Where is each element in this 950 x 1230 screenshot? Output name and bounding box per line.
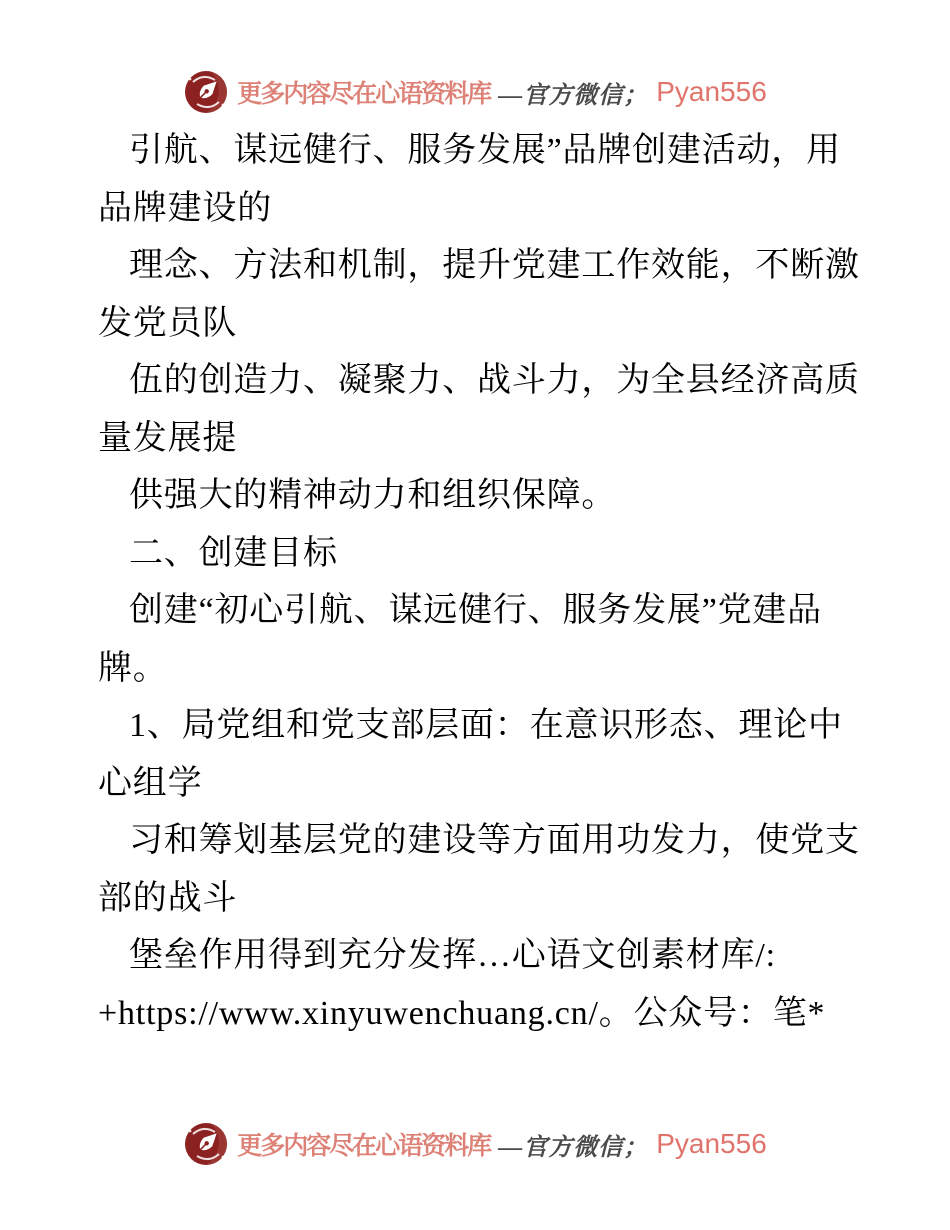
watermark-wechat-label: —官方微信； (498, 1134, 649, 1161)
pen-nib-logo-icon (183, 69, 229, 115)
document-line: 引航、谋远健行、服务发展”品牌创建活动，用 (129, 132, 841, 169)
document-line: 二、创建目标 (129, 534, 338, 572)
document-line: 1、局党组和党支部层面：在意识形态、理论中 (129, 707, 843, 744)
document-body (98, 122, 868, 1042)
document-line: 心组学 (98, 764, 203, 802)
document-line: 供强大的精神动力和组织保障。 (129, 477, 617, 514)
watermark-brand-text: 更多内容尽在心语资料库 (237, 1133, 491, 1160)
header-watermark (0, 64, 950, 120)
document-line: 量发展提 (98, 419, 238, 457)
watermark-wechat-id: Pyan556 (656, 1128, 767, 1159)
document-line: 发党员队 (98, 304, 238, 342)
document-line: 理念、方法和机制，提升党建工作效能，不断激 (129, 247, 860, 284)
document-line: 伍的创造力、凝聚力、战斗力，为全县经济高质 (129, 362, 860, 399)
document-line: 创建“初心引航、谋远健行、服务发展”党建品 (129, 592, 822, 629)
watermark-brand-text: 更多内容尽在心语资料库 (237, 81, 491, 108)
document-line: 牌。 (98, 649, 168, 687)
document-line: 堡垒作用得到充分发挥…心语文创素材库/: (129, 937, 776, 974)
document-line: 部的战斗 (98, 879, 238, 917)
watermark-wechat-label: —官方微信； (498, 82, 649, 109)
footer-watermark (0, 1116, 950, 1172)
watermark-wechat-id: Pyan556 (656, 76, 767, 107)
document-line: 习和筹划基层党的建设等方面用功发力，使党支 (129, 822, 860, 859)
document-line: 品牌建设的 (98, 189, 272, 227)
pen-nib-logo-icon (183, 1121, 229, 1167)
document-line: +https://www.xinyuwenchuang.cn/。公众号：笔* (98, 994, 826, 1032)
